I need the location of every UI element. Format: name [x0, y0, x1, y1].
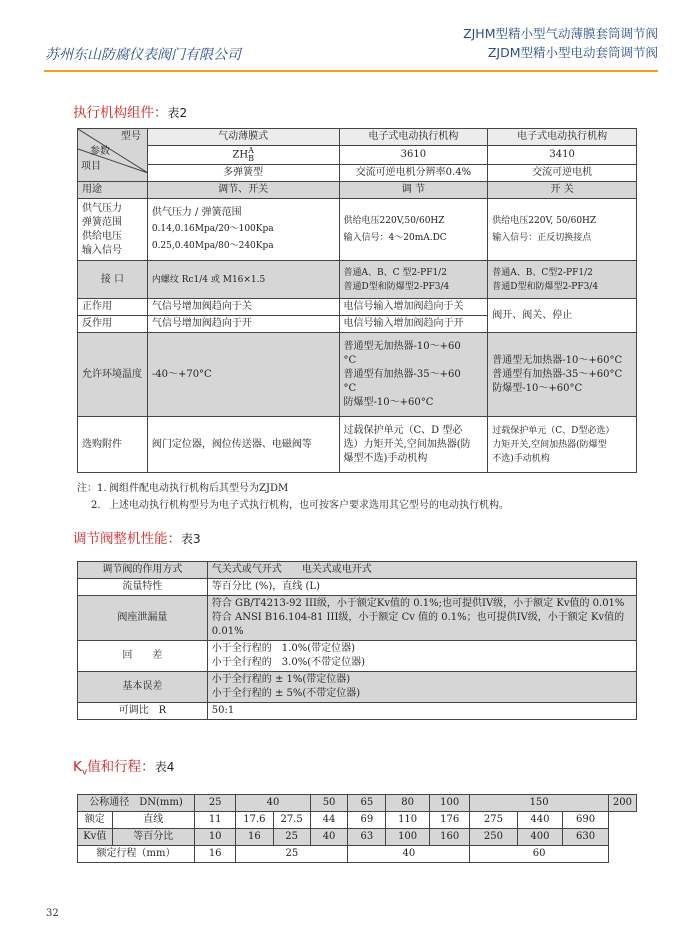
row-pos-c1: 气信号增加阀趋向于关 [147, 299, 339, 316]
perf-line: 小于全行程的 1.0%(带定位器) [211, 643, 356, 654]
supply-label-line: 供给电压 [82, 230, 122, 242]
product-title-line1: ZJHM型精小型气动薄膜套筒调节阀 [463, 26, 658, 41]
row-supply-c1 [147, 199, 339, 261]
row-pos-c2: 电信号输入增加阀趋向于关 [339, 299, 488, 316]
eq-value: 25 [273, 829, 310, 846]
opt-c2-line: 过载保护单元（C、D 型必 [343, 424, 463, 436]
row-supply-c2 [339, 199, 488, 261]
perf-line: 符合 ANSI B16.104-81 III级，小于额定 Cv 值的 0.1%；也可提供IV级，小于额定 Kv值的 [211, 612, 625, 623]
perf-label: 调节阀的作用方式 [78, 562, 208, 579]
linear-value: 690 [563, 812, 609, 829]
perf-value: 50:1 [207, 703, 636, 720]
model-zh-sup: A [248, 146, 254, 155]
note-key: 注：1. [77, 483, 107, 494]
env-c2-line: 普通型有加热器-35～+60 [343, 368, 461, 380]
linear-value: 110 [386, 812, 430, 829]
linear-value: 275 [470, 812, 517, 829]
env-c3-line: 防爆型-10～+60°C [492, 382, 583, 394]
row-env-label: 允许环境温度 [78, 333, 148, 417]
table3-title: 调节阀整机性能：表3 [73, 531, 201, 547]
env-c3-line: 普通型无加热器-10～+60°C [492, 354, 623, 366]
kv-value-label: Kv值 [78, 829, 113, 846]
row-env-c2 [339, 333, 488, 417]
port-c2-line: 普通A、B、C 型2-PF1/2 [343, 267, 447, 278]
row-env-c1: -40～+70°C [147, 333, 339, 417]
eq-value: 16 [236, 829, 273, 846]
perf-label: 可调比 R [78, 703, 208, 720]
stroke-label: 额定行程（mm） [78, 846, 195, 863]
env-c2-line: °C [343, 354, 357, 366]
supply-c3-line: 输入信号：正反切换接点 [492, 232, 592, 243]
supply-c2-line: 输入信号：4～20mA.DC [343, 232, 447, 243]
linear-value: 44 [310, 812, 348, 829]
row-opt-c2 [339, 417, 488, 473]
eq-value: 160 [430, 829, 470, 846]
model-zh [147, 146, 339, 165]
env-c3-line: 普通型有加热器-35～+60°C [492, 368, 623, 380]
notes [77, 480, 509, 514]
perf-line: 小于全行程的 3.0%(不带定位器) [211, 657, 366, 668]
perf-label: 基本误差 [78, 672, 208, 703]
row-supply-label [78, 199, 148, 261]
model-3410: 3410 [488, 146, 637, 165]
row-neg-label: 反作用 [78, 316, 148, 333]
linear-value: 440 [517, 812, 563, 829]
perf-value: 等百分比 (%)，直线 (L) [207, 579, 636, 596]
eq-value: 63 [348, 829, 386, 846]
product-title-line2: ZJDM型精小型电动套筒调节阀 [487, 45, 658, 60]
row-port-label: 接 口 [78, 261, 148, 299]
perf-label: 回 差 [78, 641, 208, 672]
row-port-c3 [488, 261, 637, 299]
row-supply-c3 [488, 199, 637, 261]
row-use-c1: 调节、开关 [147, 182, 339, 199]
eq-value: 250 [470, 829, 517, 846]
supply-label-line: 弹簧范围 [82, 216, 122, 228]
page-number: 32 [46, 908, 59, 919]
corner-item: 项目 [81, 161, 101, 172]
supply-label-line: 供气压力 [82, 202, 122, 214]
perf-line: 小于全行程的 ± 1%(带定位器) [211, 674, 351, 685]
supply-c1-line: 供气压力 / 弹簧范围 [151, 207, 242, 218]
note-text: 上述电动执行机构型号为电子式执行机构，也可按客户要求选用其它型号的电动执行机构。 [109, 500, 509, 511]
actuator-table [77, 128, 637, 473]
eq-value: 40 [310, 829, 348, 846]
table2-corner [78, 129, 148, 182]
row-env-c3 [488, 333, 637, 417]
row-neg-c1: 气信号增加阀趋向于开 [147, 316, 339, 333]
performance-table [77, 561, 637, 720]
col-head-electric-2: 电子式电动执行机构 [488, 129, 637, 146]
row-use-c2: 调 节 [339, 182, 488, 199]
eq-value: 400 [517, 829, 563, 846]
row-opt-c3 [488, 417, 637, 473]
supply-c1-line: 0.25,0.40Mpa/80～240Kpa [151, 241, 274, 251]
note-line [77, 480, 509, 497]
row-opt-c1: 阀门定位器，阀位传送器、电磁阀等 [147, 417, 339, 473]
supply-label-line: 输入信号 [82, 244, 122, 256]
model-zh-sub: B [248, 154, 254, 163]
opt-c3-line: 力矩开关,空间加热器(防爆型 [492, 439, 607, 450]
dn-value: 100 [430, 795, 470, 812]
row-opt-label: 选购附件 [78, 417, 148, 473]
linear-label: 直线 [112, 812, 195, 829]
note-text: 阀组件配电动执行机构后其型号为ZJDM [109, 483, 289, 494]
model-zh-text: ZH [232, 149, 249, 161]
rated-label: 额定 [84, 814, 105, 825]
kv-table [77, 794, 637, 863]
opt-c3-line: 过载保护单元（C、D型必选） [492, 425, 615, 436]
opt-c3-line: 不选)手动机构 [492, 453, 550, 464]
row-use-c3: 开 关 [488, 182, 637, 199]
linear-value: 17.6 [236, 812, 273, 829]
supply-c1-line: 0.14,0.16Mpa/20～100Kpa [151, 224, 274, 234]
dn-value: 80 [386, 795, 430, 812]
col-head-electric-1: 电子式电动执行机构 [339, 129, 488, 146]
dn-label: 公称通径 DN(mm) [78, 795, 195, 812]
type-3: 交流可逆电机 [488, 165, 637, 182]
dn-value: 50 [310, 795, 348, 812]
stroke-value: 60 [470, 846, 609, 863]
env-c2-line: 防爆型-10～+60°C [343, 396, 434, 408]
opt-c2-line: 选）力矩开关,空间加热器(防 [343, 438, 471, 450]
kv-label [78, 812, 113, 829]
eq-label: 等百分比 [112, 829, 195, 846]
type-1: 多弹簧型 [147, 165, 339, 182]
dn-value: 25 [195, 795, 236, 812]
stroke-value: 40 [348, 846, 470, 863]
env-c2-line: °C [343, 382, 357, 394]
linear-value: 27.5 [273, 812, 310, 829]
dn-value: 65 [348, 795, 386, 812]
linear-value: 69 [348, 812, 386, 829]
note-line [77, 497, 509, 514]
dn-value: 40 [236, 795, 310, 812]
note-key: 2. [91, 500, 101, 511]
perf-label: 阀座泄漏量 [78, 596, 208, 641]
model-3610: 3610 [339, 146, 488, 165]
perf-value [207, 672, 636, 703]
supply-c3-line: 供给电压220V, 50/60HZ [492, 215, 597, 226]
linear-value: 11 [195, 812, 236, 829]
eq-value: 10 [195, 829, 236, 846]
row-neg-c2: 电信号输入增加阀趋向于开 [339, 316, 488, 333]
type-2: 交流可逆电机分辨率0.4% [339, 165, 488, 182]
opt-c2-line: 爆型不选)手动机构 [343, 452, 428, 464]
perf-label: 流量特性 [78, 579, 208, 596]
table2-title: 执行机构组件：表2 [73, 105, 188, 121]
header-rule [44, 70, 658, 72]
eq-value: 100 [386, 829, 430, 846]
row-use-label: 用途 [78, 182, 148, 199]
row-port-c1: 内螺纹 Rc1/4 或 M16×1.5 [147, 261, 339, 299]
env-c2-line: 普通型无加热器-10～+60 [343, 340, 461, 352]
stroke-value: 25 [236, 846, 348, 863]
perf-line: 0.01% [211, 626, 244, 637]
perf-value [207, 596, 636, 641]
port-c2-line: 普通D型和防爆型2-PF3/4 [343, 281, 450, 292]
perf-line: 符合 GB/T4213-92 III级，小于额定Kv值的 0.1%;也可提供IV级，小于额定 Kv值的 0.01% [211, 598, 625, 609]
dn-value: 200 [608, 795, 636, 812]
corner-param: 参数 [90, 146, 110, 157]
linear-value: 176 [430, 812, 470, 829]
supply-c2-line: 供给电压220V,50/60HZ [343, 215, 445, 226]
col-head-pneumatic: 气动薄膜式 [147, 129, 339, 146]
corner-model: 型号 [120, 131, 141, 142]
company-name: 苏州东山防腐仪表阀门有限公司 [45, 47, 241, 63]
row-neg-c3: 阀开、阀关、停止 [488, 299, 637, 333]
eq-value: 630 [563, 829, 609, 846]
product-title [463, 24, 658, 62]
table4-title: $K_v$值和行程：表4 [73, 759, 175, 778]
row-port-c2 [339, 261, 488, 299]
perf-value [207, 641, 636, 672]
stroke-value: 16 [195, 846, 236, 863]
port-c3-line: 普通A、B、C型2-PF1/2 [492, 267, 593, 278]
row-pos-label: 正作用 [78, 299, 148, 316]
port-c3-line: 普通D型和防爆型2-PF3/4 [492, 281, 599, 292]
perf-value: 气关式或气开式 电关式或电开式 [207, 562, 636, 579]
dn-value: 150 [470, 795, 609, 812]
perf-line: 小于全行程的 ± 5%(不带定位器) [211, 688, 361, 699]
